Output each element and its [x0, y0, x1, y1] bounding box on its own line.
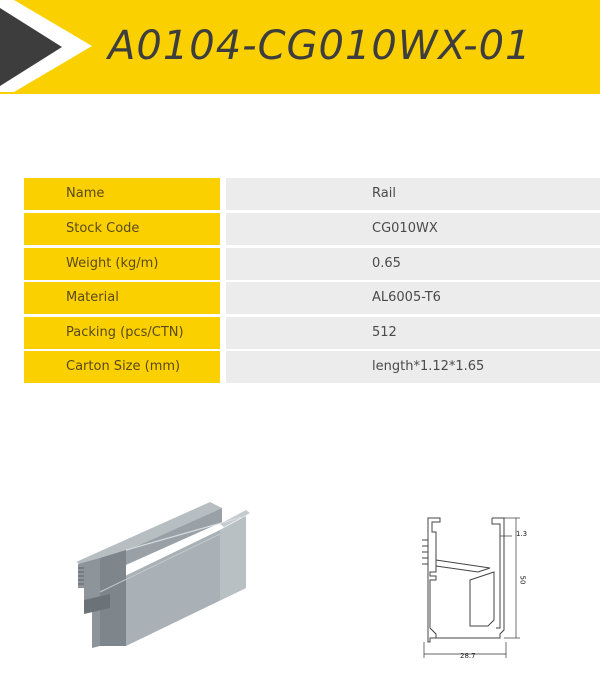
height-dimension: 50	[518, 575, 527, 585]
spec-row-carton-size	[24, 351, 600, 383]
spec-label: Carton Size (mm)	[24, 351, 220, 383]
rail-product-image	[70, 488, 260, 648]
spec-row-name	[24, 178, 600, 210]
spec-value: 512	[226, 317, 600, 349]
spec-label: Weight (kg/m)	[24, 248, 220, 280]
spec-row-weight	[24, 248, 600, 280]
arrow-icon	[0, 0, 100, 94]
spec-label: Name	[24, 178, 220, 210]
spec-value: Rail	[226, 178, 600, 210]
spec-row-material	[24, 282, 600, 314]
spec-label: Material	[24, 282, 220, 314]
profile-drawing	[408, 510, 558, 670]
thickness-dimension: 1.3	[516, 530, 528, 538]
page-title: A0104-CG010WX-01	[108, 23, 532, 69]
spec-label: Packing (pcs/CTN)	[24, 317, 220, 349]
spec-value: CG010WX	[226, 213, 600, 245]
spec-value: AL6005-T6	[226, 282, 600, 314]
spec-value: 0.65	[226, 248, 600, 280]
spec-label: Stock Code	[24, 213, 220, 245]
spec-row-packing	[24, 317, 600, 349]
spec-row-stock-code	[24, 213, 600, 245]
header-banner	[0, 0, 600, 94]
width-dimension: 28.7	[460, 652, 476, 660]
spec-value: length*1.12*1.65	[226, 351, 600, 383]
